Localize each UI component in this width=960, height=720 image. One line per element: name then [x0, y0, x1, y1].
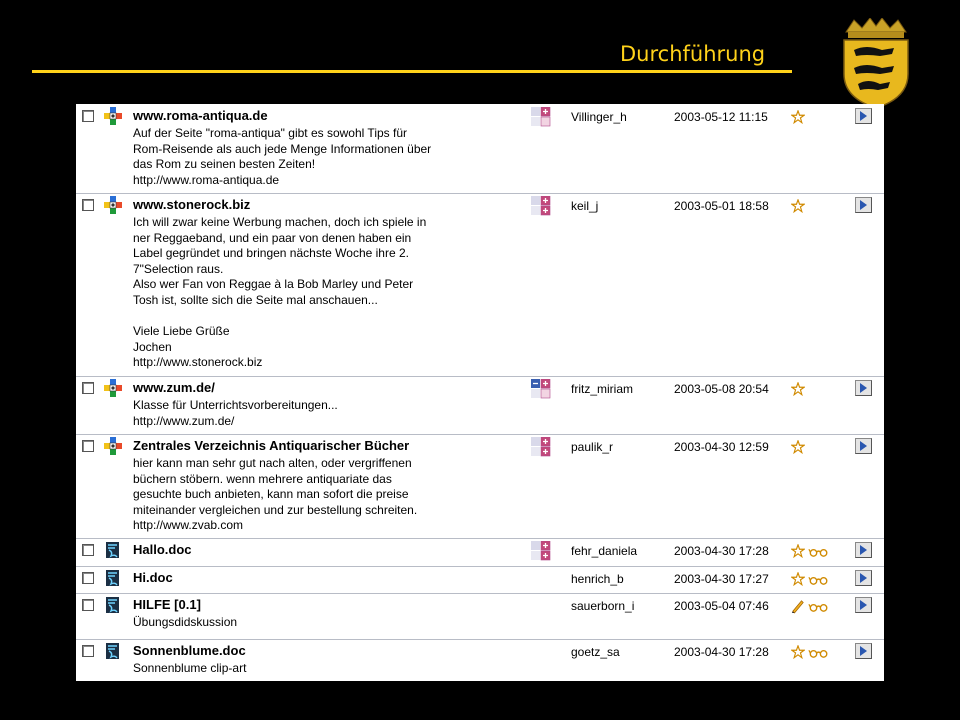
arrow-right-icon — [855, 598, 872, 617]
item-timestamp: 2003-05-04 07:46 — [674, 599, 769, 613]
select-checkbox[interactable] — [82, 572, 94, 584]
pencil-icon — [791, 598, 805, 618]
item-title[interactable]: Hi.doc — [133, 570, 173, 585]
author-name: goetz_sa — [571, 645, 620, 659]
glasses-icon — [808, 571, 830, 590]
list-item — [76, 538, 884, 567]
document-list-panel — [76, 104, 884, 681]
select-checkbox[interactable] — [82, 110, 94, 122]
rating-icon[interactable] — [531, 107, 551, 127]
author-name: Villinger_h — [571, 110, 627, 124]
document-icon[interactable] — [104, 642, 122, 660]
item-description: Auf der Seite "roma-antiqua" gibt es sowohl Tips für Rom-Reisende als auch jede Menge Informationen über das Rom zu seinen besten Zeiten! http://www.roma-antiqua.de — [133, 126, 432, 187]
select-checkbox[interactable] — [82, 544, 94, 556]
open-item-button[interactable] — [855, 597, 872, 613]
compass-icon[interactable] — [104, 196, 122, 214]
select-checkbox[interactable] — [82, 199, 94, 211]
title-underline — [32, 70, 792, 73]
rating-icon[interactable] — [531, 437, 551, 457]
item-title[interactable]: HILFE [0.1] — [133, 597, 201, 612]
item-timestamp: 2003-04-30 17:28 — [674, 645, 769, 659]
item-timestamp: 2003-04-30 17:28 — [674, 544, 769, 558]
open-item-button[interactable] — [855, 542, 872, 558]
glasses-icon — [808, 543, 830, 562]
arrow-right-icon — [855, 644, 872, 663]
arrow-right-icon — [855, 439, 872, 458]
rating-icon[interactable] — [531, 196, 551, 216]
item-title[interactable]: www.roma-antiqua.de — [133, 108, 268, 123]
item-timestamp: 2003-04-30 12:59 — [674, 440, 769, 454]
star-icon — [791, 109, 805, 128]
slide-title: Durchführung — [620, 42, 766, 66]
document-icon[interactable] — [104, 569, 122, 587]
item-description: Übungsdidskussion — [133, 615, 238, 629]
author-name: fehr_daniela — [571, 544, 638, 558]
item-description: Klasse für Unterrichtsvorbereitungen... http://www.zum.de/ — [133, 398, 338, 428]
document-icon[interactable] — [104, 596, 122, 614]
star-icon — [791, 198, 805, 217]
item-description: Ich will zwar keine Werbung machen, doch ich spiele in ner Reggaeband, und ein paar von denen haben ein Label gegründet und bringen nächste Woche ihre 2. 7"Selection raus. Also wer Fan von Reggae à la Bob Marley und Peter Tosh ist, sollte sich die Seite mal anschauen... Viele Liebe Grüße Jochen http://www.stonerock.biz — [133, 215, 427, 370]
arrow-right-icon — [855, 109, 872, 128]
open-item-button[interactable] — [855, 438, 872, 454]
select-checkbox[interactable] — [82, 599, 94, 611]
select-checkbox[interactable] — [82, 645, 94, 657]
list-item — [76, 376, 884, 435]
arrow-right-icon — [855, 198, 872, 217]
list-item — [76, 434, 884, 539]
open-item-button[interactable] — [855, 197, 872, 213]
item-timestamp: 2003-05-01 18:58 — [674, 199, 769, 213]
star-icon — [791, 571, 805, 590]
author-name: henrich_b — [571, 572, 624, 586]
author-name: paulik_r — [571, 440, 614, 454]
item-description: Sonnenblume clip-art — [133, 661, 247, 675]
star-icon — [791, 439, 805, 458]
arrow-right-icon — [855, 543, 872, 562]
open-item-button[interactable] — [855, 570, 872, 586]
select-checkbox[interactable] — [82, 382, 94, 394]
star-icon — [791, 543, 805, 562]
document-icon[interactable] — [104, 541, 122, 559]
rating-icon[interactable] — [531, 379, 551, 399]
select-checkbox[interactable] — [82, 440, 94, 452]
open-item-button[interactable] — [855, 108, 872, 124]
item-title[interactable]: www.stonerock.biz — [133, 197, 251, 212]
open-item-button[interactable] — [855, 643, 872, 659]
list-item — [76, 566, 884, 594]
author-name: fritz_miriam — [571, 382, 633, 396]
glasses-icon — [808, 644, 830, 663]
item-timestamp: 2003-05-12 11:15 — [674, 110, 768, 124]
arrow-right-icon — [855, 381, 872, 400]
author-name: sauerborn_i — [571, 599, 635, 613]
item-timestamp: 2003-05-08 20:54 — [674, 382, 769, 396]
list-item — [76, 593, 884, 640]
item-title[interactable]: www.zum.de/ — [133, 380, 215, 395]
star-icon — [791, 644, 805, 663]
compass-icon[interactable] — [104, 107, 122, 125]
coat-of-arms-icon — [836, 18, 916, 108]
compass-icon[interactable] — [104, 379, 122, 397]
arrow-right-icon — [855, 571, 872, 590]
list-item — [76, 193, 884, 377]
list-item — [76, 639, 884, 681]
item-title[interactable]: Sonnenblume.doc — [133, 643, 246, 658]
item-title[interactable]: Hallo.doc — [133, 542, 192, 557]
item-description: hier kann man sehr gut nach alten, oder vergriffenen büchern stöbern. wenn mehrere antiquariate das gesuchte buch anbieten, kann man sofort die preise miteinander vergleichen und zur bestellung schreiten. http://www.zvab.com — [133, 456, 418, 533]
item-title[interactable]: Zentrales Verzeichnis Antiquarischer Bücher — [133, 438, 410, 453]
rating-icon[interactable] — [531, 541, 551, 561]
star-icon — [791, 381, 805, 400]
compass-icon[interactable] — [104, 437, 122, 455]
open-item-button[interactable] — [855, 380, 872, 396]
glasses-icon — [808, 598, 830, 617]
author-name: keil_j — [571, 199, 599, 213]
item-timestamp: 2003-04-30 17:27 — [674, 572, 769, 586]
list-item — [76, 104, 884, 194]
